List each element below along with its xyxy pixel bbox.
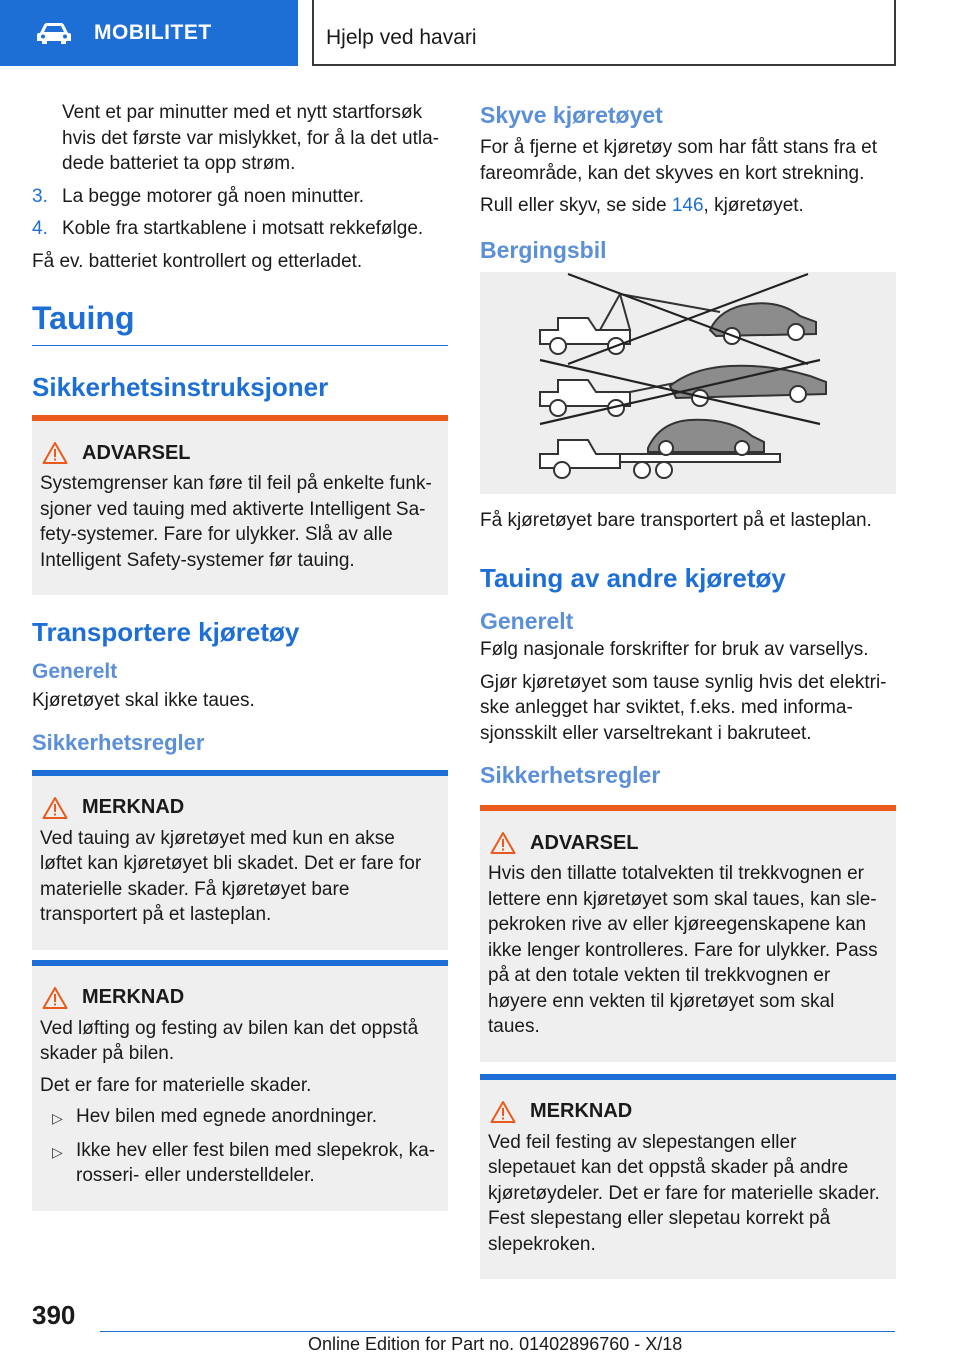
warning-text: Hvis den tillatte totalvekten til trekkvognen er lettere enn kjøretøyet som skal taues, kan slepekroken rive av eller kjøreegenskapene kan ikke lenger kontrolleres. Fare for ulykker. Pass på at den totale vekten til trekkvognen er høyere enn vekten til kjøretøyet som skal taues. <box>488 863 878 1037</box>
heading-berging: Bergingsbil <box>480 236 607 263</box>
step-item <box>32 216 448 242</box>
bullet-text: Hev bilen med egnede anordninger. <box>76 1106 378 1127</box>
page-number: 390 <box>32 1300 76 1330</box>
after-steps-text: Få ev. batteriet kontrollert og etterladet. <box>32 250 363 272</box>
section-label: MOBILITET <box>94 21 212 44</box>
heading-skyve: Skyve kjøretøyet <box>480 102 663 128</box>
heading-safety-rules: Sikkerhetsregler <box>32 729 205 755</box>
note-text: Ved tauing av kjøretøyet med kun en akse løftet kan kjøretøyet bli skadet. Det er fare for materielle skader. Få kjøretøyet bare transportert på et lasteplan. <box>40 827 422 925</box>
warning-box <box>32 415 448 595</box>
step-item <box>32 184 448 210</box>
warning-label: ADVARSEL <box>82 441 191 464</box>
right-column <box>480 100 896 1289</box>
step-text: Koble fra startkablene i motsatt rekkefølge. <box>62 218 424 239</box>
heading-transport: Transportere kjøretøy <box>32 617 300 647</box>
generelt-text: Gjør kjøretøyet som tause synlig hvis det elektriske anlegget har sviktet, f.eks. med informasjonsskilt eller varseltrekant i bakruteet. <box>480 671 887 744</box>
rull-post: , kjøretøyet. <box>703 195 804 216</box>
bullet-triangle-icon: ▷ <box>52 1110 63 1126</box>
warning-triangle-icon <box>490 1100 516 1124</box>
section-tab[interactable] <box>0 0 298 66</box>
bullet-triangle-icon: ▷ <box>52 1143 63 1160</box>
rull-pre: Rull eller skyv, se side <box>480 195 672 216</box>
note-box <box>32 960 448 1211</box>
step-number: 3. <box>32 185 48 207</box>
bullet-item <box>40 1104 440 1132</box>
car-icon <box>36 21 72 45</box>
note-text: Det er fare for materielle skader. <box>40 1074 312 1096</box>
skyve-text: For å fjerne et kjøretøy som har fått stans fra et fareområde, kan det skyves en kort strekning. <box>480 137 878 184</box>
footer-edition: Online Edition for Part no. 01402896760 - X/18 <box>308 1334 683 1354</box>
generelt-text: Følg nasjonale forskrifter for bruk av varsellys. <box>480 639 869 660</box>
note-box <box>480 1074 896 1280</box>
tow-truck-illustration <box>480 272 896 494</box>
generelt-text: Kjøretøyet skal ikke taues. <box>32 690 255 711</box>
heading-tauing-andre: Tauing av andre kjøretøy <box>480 563 786 593</box>
heading-generelt: Generelt <box>32 660 118 683</box>
page-link[interactable]: 146 <box>671 195 704 216</box>
note-text: Ved løfting og festing av bilen kan det oppstå skader på bilen. <box>40 1017 419 1064</box>
rull-text <box>480 193 896 219</box>
warning-label: ADVARSEL <box>530 831 639 854</box>
note-box <box>32 770 448 950</box>
note-text: Ved feil festing av slepestangen eller slepetauet kan det oppstå skader på andre kjøretøydeler. Det er fare for materielle skader. Fest slepestang eller slepetau korrekt på slepekroken. <box>488 1131 880 1255</box>
heading-generelt: Generelt <box>480 608 574 634</box>
step-text: La begge motorer gå noen minutter. <box>62 185 365 207</box>
bullet-text: Ikke hev eller fest bilen med slepekrok, karosseri- eller understelldeler. <box>76 1139 436 1186</box>
footer-divider <box>100 1331 895 1332</box>
heading-tauing: Tauing <box>32 300 448 346</box>
step-number: 4. <box>32 218 48 239</box>
note-label: MERKNAD <box>82 986 185 1008</box>
chapter-title: Hjelp ved havari <box>312 0 896 66</box>
bullet-item <box>40 1138 440 1189</box>
warning-triangle-icon <box>42 441 68 465</box>
left-column <box>32 100 448 1221</box>
warning-triangle-icon <box>42 796 68 820</box>
step-continuation: Vent et par minutter med et nytt startforsøk hvis det første var mislykket, for å la det utladede batteriet ta opp strøm. <box>62 102 439 174</box>
tow-truck-drawing <box>480 272 896 494</box>
warning-triangle-icon <box>42 986 68 1010</box>
berging-caption: Få kjøretøyet bare transportert på et lasteplan. <box>480 509 872 531</box>
note-label: MERKNAD <box>82 796 185 818</box>
warning-box <box>480 805 896 1062</box>
heading-safety-rules: Sikkerhetsregler <box>480 762 661 788</box>
warning-triangle-icon <box>490 831 516 855</box>
note-label: MERKNAD <box>530 1100 633 1122</box>
warning-text: Systemgrenser kan føre til feil på enkelte funksjoner ved tauing med aktiverte Intelligent Safety-systemer. Fare for ulykker. Slå av alle Intelligent Safety-systemer før tauing. <box>40 473 432 571</box>
heading-safety-instructions: Sikkerhetsinstruksjoner <box>32 372 329 402</box>
